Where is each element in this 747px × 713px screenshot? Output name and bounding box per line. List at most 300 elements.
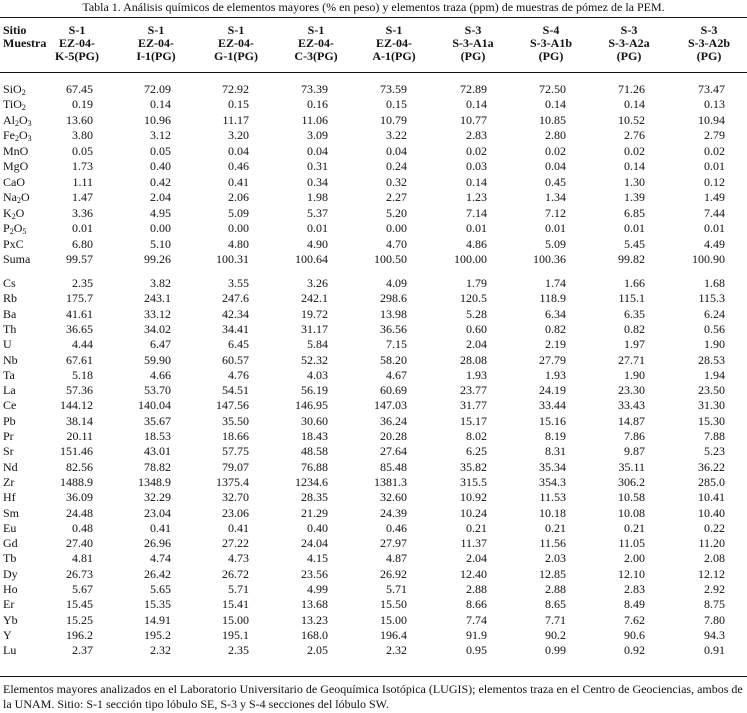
- element-label-text: Pr: [3, 429, 14, 443]
- element-label-text: Nb: [3, 352, 18, 367]
- value-cell: 4.15: [307, 551, 328, 566]
- value-cell: 285.0: [698, 474, 725, 489]
- value-cell: 196.4: [380, 627, 407, 642]
- column-header-line: S-1: [147, 23, 165, 37]
- value-cell: 18.43: [301, 429, 328, 443]
- table-row: [0, 581, 747, 597]
- value-cell: 8.02: [466, 429, 487, 443]
- value-cell: 15.50: [380, 597, 407, 612]
- element-label: [3, 367, 15, 383]
- value-cell: 0.01: [704, 221, 725, 236]
- value-cell: 2.88: [466, 582, 487, 596]
- value-cell: 0.02: [545, 143, 566, 158]
- element-label-text: MgO: [3, 159, 29, 174]
- value-cell: 0.21: [545, 520, 566, 535]
- value-cell: 10.40: [698, 505, 725, 520]
- value-cell: 10.94: [698, 112, 725, 127]
- value-cell: 315.5: [460, 474, 487, 489]
- value-cell: 7.44: [704, 205, 725, 220]
- element-subscript: 2: [9, 227, 14, 237]
- value-cell: 73.39: [301, 82, 328, 96]
- element-label-text: O: [15, 205, 25, 220]
- value-cell: 1.34: [545, 190, 566, 205]
- value-cell: 0.03: [466, 159, 487, 174]
- column-header-line: A-1(PG): [372, 49, 416, 63]
- value-cell: 0.21: [624, 520, 645, 535]
- value-cell: 99.82: [618, 251, 645, 266]
- value-cell: 11.56: [539, 536, 566, 551]
- element-label: [3, 352, 18, 368]
- value-cell: 36.65: [66, 321, 93, 336]
- table-row: [0, 127, 747, 143]
- value-cell: 42.34: [222, 306, 249, 321]
- value-cell: 23.06: [222, 505, 249, 520]
- element-label: [3, 220, 26, 236]
- value-cell: 306.2: [618, 474, 645, 489]
- value-cell: 43.01: [144, 444, 171, 459]
- value-cell: 8.31: [545, 444, 566, 459]
- value-cell: 28.35: [301, 490, 328, 505]
- value-cell: 31.30: [698, 398, 725, 413]
- table-row: [0, 459, 747, 475]
- element-label-text: Sm: [3, 505, 20, 520]
- value-cell: 34.02: [144, 321, 171, 336]
- value-cell: 1.93: [466, 367, 487, 382]
- element-label-text: Th: [3, 321, 17, 336]
- value-cell: 13.98: [380, 306, 407, 321]
- element-label-text: Ta: [3, 367, 15, 382]
- value-cell: 2.35: [228, 643, 249, 658]
- table-row: [0, 236, 747, 252]
- value-cell: 11.17: [222, 112, 249, 127]
- value-cell: 100.90: [692, 251, 725, 266]
- value-cell: 0.15: [386, 97, 407, 112]
- value-cell: 2.04: [466, 337, 487, 352]
- element-label: [3, 189, 30, 205]
- value-cell: 72.09: [144, 82, 171, 96]
- value-cell: 1.74: [545, 276, 566, 290]
- value-cell: 15.30: [698, 413, 725, 428]
- value-cell: 90.6: [624, 627, 645, 642]
- value-cell: 4.86: [466, 236, 487, 251]
- table-row: [0, 321, 747, 337]
- value-cell: 0.99: [545, 643, 566, 658]
- value-cell: 0.14: [466, 174, 487, 189]
- value-cell: 1.68: [704, 276, 725, 290]
- value-cell: 0.00: [386, 221, 407, 236]
- column-header-line: Muestra: [3, 36, 47, 50]
- value-cell: 3.22: [386, 128, 407, 143]
- value-cell: 91.9: [466, 627, 487, 642]
- value-cell: 85.48: [380, 459, 407, 474]
- value-cell: 21.29: [301, 505, 328, 520]
- value-cell: 20.11: [66, 429, 93, 443]
- element-label-text: Sr: [3, 444, 14, 459]
- value-cell: 7.88: [704, 429, 725, 443]
- value-cell: 10.58: [618, 490, 645, 505]
- element-subscript: 2: [15, 134, 19, 144]
- table-row: [0, 642, 747, 658]
- value-cell: 1.66: [624, 276, 645, 290]
- element-label: [3, 321, 16, 337]
- value-cell: 14.91: [144, 612, 171, 627]
- value-cell: 23.04: [144, 505, 171, 520]
- value-cell: 15.00: [380, 612, 407, 627]
- value-cell: 2.19: [545, 337, 566, 352]
- value-cell: 23.77: [460, 383, 487, 398]
- table-row: [0, 220, 747, 236]
- value-cell: 15.16: [539, 413, 566, 428]
- value-cell: 2.32: [386, 643, 407, 658]
- value-cell: 9.87: [624, 444, 645, 459]
- element-label-text: Cs: [3, 276, 16, 290]
- value-cell: 118.9: [539, 291, 566, 306]
- value-cell: 26.42: [144, 566, 171, 581]
- column-header-line: (PG): [616, 49, 642, 63]
- table-row: [0, 205, 747, 221]
- value-cell: 1.30: [624, 174, 645, 189]
- element-subscript: 3: [27, 118, 32, 128]
- value-cell: 0.02: [704, 143, 725, 158]
- element-label-text: SiO: [3, 82, 22, 96]
- column-header-line: (PG): [696, 49, 722, 63]
- element-label: [3, 205, 24, 221]
- value-cell: 0.16: [307, 97, 328, 112]
- table-footnote: Elementos mayores analizados en el Laboratorio Universitario de Geoquímica Isotópica (LUGIS); elementos traza en el Centro de Geociencias, ambos de la UNAM. Sitio: S-1 sección tipo lóbulo SE, S-3 y S-4 secciones del lóbulo SW.: [3, 682, 743, 711]
- element-label-text: Tb: [3, 551, 17, 566]
- value-cell: 10.08: [618, 505, 645, 520]
- value-cell: 1.11: [72, 174, 93, 189]
- value-cell: 79.07: [222, 459, 249, 474]
- value-cell: 56.19: [301, 383, 328, 398]
- value-cell: 11.37: [460, 536, 487, 551]
- element-label: [3, 81, 26, 97]
- value-cell: 0.14: [545, 97, 566, 112]
- value-cell: 1.94: [704, 367, 725, 382]
- table-row: [0, 443, 747, 459]
- value-cell: 4.81: [72, 551, 93, 566]
- value-cell: 94.3: [704, 627, 725, 642]
- value-cell: 115.1: [618, 291, 645, 306]
- column-header-line: Sitio: [3, 23, 27, 37]
- table-row: [0, 96, 747, 112]
- value-cell: 1.97: [624, 337, 645, 352]
- element-label-text: Yb: [3, 612, 18, 627]
- element-subscript: 3: [27, 134, 32, 144]
- value-cell: 5.71: [386, 582, 407, 596]
- value-cell: 5.23: [704, 444, 725, 459]
- table-row: [0, 612, 747, 628]
- value-cell: 4.09: [386, 276, 407, 290]
- element-label-text: Dy: [3, 566, 18, 581]
- column-header-line: S-1: [68, 23, 86, 37]
- value-cell: 6.47: [150, 337, 171, 352]
- value-cell: 35.50: [222, 413, 249, 428]
- table-row: [0, 382, 747, 398]
- element-label-text: Ba: [3, 306, 17, 321]
- value-cell: 23.56: [301, 566, 328, 581]
- column-header-line: S-3: [620, 23, 638, 37]
- value-cell: 24.04: [301, 536, 328, 551]
- value-cell: 2.06: [228, 190, 249, 205]
- value-cell: 10.41: [698, 490, 725, 505]
- value-cell: 1381.3: [374, 474, 407, 489]
- element-subscript: 2: [15, 118, 19, 128]
- table-row: [0, 336, 747, 352]
- value-cell: 147.56: [216, 398, 249, 413]
- value-cell: 12.12: [698, 566, 725, 581]
- value-cell: 35.82: [460, 459, 487, 474]
- value-cell: 195.2: [144, 627, 171, 642]
- value-cell: 13.60: [66, 112, 93, 127]
- value-cell: 73.59: [380, 82, 407, 96]
- value-cell: 0.02: [624, 143, 645, 158]
- value-cell: 27.97: [380, 536, 407, 551]
- value-cell: 48.58: [301, 444, 328, 459]
- element-label: [3, 174, 25, 190]
- value-cell: 146.95: [295, 398, 328, 413]
- value-cell: 18.53: [144, 429, 171, 443]
- value-cell: 53.70: [144, 383, 171, 398]
- value-cell: 0.46: [228, 159, 249, 174]
- value-cell: 298.6: [380, 291, 407, 306]
- value-cell: 0.13: [704, 97, 725, 112]
- column-header-line: EZ-04-: [376, 36, 412, 50]
- value-cell: 0.95: [466, 643, 487, 658]
- value-cell: 4.49: [704, 236, 725, 251]
- value-cell: 0.01: [307, 221, 328, 236]
- value-cell: 11.20: [698, 536, 725, 551]
- value-cell: 32.60: [380, 490, 407, 505]
- value-cell: 78.82: [144, 459, 171, 474]
- column-header-line: S-4: [542, 23, 560, 37]
- value-cell: 0.04: [307, 143, 328, 158]
- value-cell: 3.55: [228, 276, 249, 290]
- value-cell: 15.41: [222, 597, 249, 612]
- value-cell: 147.03: [374, 398, 407, 413]
- table-row: [0, 174, 747, 190]
- element-label-text: Ho: [3, 582, 18, 596]
- element-label: [3, 642, 16, 658]
- value-cell: 0.40: [150, 159, 171, 174]
- value-cell: 54.51: [222, 383, 249, 398]
- table-row: [0, 428, 747, 444]
- value-cell: 1375.4: [216, 474, 249, 489]
- value-cell: 5.84: [307, 337, 328, 352]
- value-cell: 59.90: [144, 352, 171, 367]
- value-cell: 120.5: [460, 291, 487, 306]
- value-cell: 0.01: [704, 159, 725, 174]
- value-cell: 72.92: [222, 82, 249, 96]
- column-header-line: I-1(PG): [136, 49, 176, 63]
- element-label: [3, 459, 18, 475]
- table-row: [0, 306, 747, 322]
- value-cell: 2.80: [545, 128, 566, 143]
- element-label: [3, 428, 14, 444]
- value-cell: 33.44: [539, 398, 566, 413]
- value-cell: 28.53: [698, 352, 725, 367]
- value-cell: 140.04: [138, 398, 171, 413]
- value-cell: 3.12: [150, 128, 171, 143]
- value-cell: 72.50: [539, 82, 566, 96]
- value-cell: 10.92: [460, 490, 487, 505]
- value-cell: 6.35: [624, 306, 645, 321]
- element-subscript: 2: [11, 211, 16, 221]
- element-label-text: Er: [3, 597, 15, 612]
- value-cell: 76.88: [301, 459, 328, 474]
- element-label: [3, 290, 17, 306]
- element-label: [3, 158, 28, 174]
- value-cell: 2.03: [545, 551, 566, 566]
- table-row: [0, 596, 747, 612]
- table-row: [0, 143, 747, 159]
- value-cell: 36.09: [66, 490, 93, 505]
- value-cell: 15.00: [222, 612, 249, 627]
- value-cell: 0.01: [545, 221, 566, 236]
- value-cell: 10.77: [460, 112, 487, 127]
- value-cell: 20.28: [380, 429, 407, 443]
- value-cell: 35.11: [618, 459, 645, 474]
- element-label-text: Nd: [3, 459, 18, 474]
- value-cell: 99.26: [144, 251, 171, 266]
- value-cell: 14.87: [618, 413, 645, 428]
- value-cell: 5.45: [624, 236, 645, 251]
- value-cell: 2.92: [704, 582, 725, 596]
- value-cell: 1.98: [307, 190, 328, 205]
- table-row: [0, 352, 747, 368]
- table-row: [0, 474, 747, 490]
- value-cell: 36.56: [380, 321, 407, 336]
- value-cell: 4.74: [150, 551, 171, 566]
- value-cell: 5.37: [307, 205, 328, 220]
- value-cell: 2.35: [72, 276, 93, 290]
- value-cell: 32.70: [222, 490, 249, 505]
- value-cell: 4.73: [228, 551, 249, 566]
- value-cell: 24.19: [539, 383, 566, 398]
- value-cell: 2.83: [624, 582, 645, 596]
- element-subscript: 2: [17, 196, 21, 206]
- value-cell: 57.36: [66, 383, 93, 398]
- element-label: [3, 127, 32, 143]
- value-cell: 1.23: [466, 190, 487, 205]
- value-cell: 36.22: [698, 459, 725, 474]
- element-label-text: Al: [3, 112, 15, 127]
- element-label: [3, 612, 18, 628]
- value-cell: 5.18: [72, 367, 93, 382]
- value-cell: 15.25: [66, 612, 93, 627]
- value-cell: 58.20: [380, 352, 407, 367]
- value-cell: 5.20: [386, 205, 407, 220]
- table-row: [0, 489, 747, 505]
- value-cell: 82.56: [66, 459, 93, 474]
- value-cell: 41.61: [66, 306, 93, 321]
- value-cell: 0.00: [150, 221, 171, 236]
- column-header-line: C-3(PG): [294, 49, 338, 63]
- value-cell: 18.66: [222, 429, 249, 443]
- column-header-line: G-1(PG): [214, 49, 258, 63]
- value-cell: 0.82: [545, 321, 566, 336]
- value-cell: 0.24: [386, 159, 407, 174]
- table-row: [0, 520, 747, 536]
- value-cell: 2.79: [704, 128, 725, 143]
- value-cell: 100.31: [216, 251, 249, 266]
- value-cell: 195.1: [222, 627, 249, 642]
- value-cell: 67.61: [66, 352, 93, 367]
- value-cell: 5.65: [150, 582, 171, 596]
- element-label-text: O: [21, 190, 30, 205]
- value-cell: 33.12: [144, 306, 171, 321]
- value-cell: 3.09: [307, 128, 328, 143]
- table-row: [0, 189, 747, 205]
- value-cell: 26.73: [66, 566, 93, 581]
- value-cell: 144.12: [60, 398, 93, 413]
- value-cell: 0.91: [704, 643, 725, 658]
- column-header-line: EZ-04-: [298, 36, 334, 50]
- element-label: [3, 236, 24, 252]
- table-row: [0, 290, 747, 306]
- element-label: [3, 520, 16, 536]
- value-cell: 100.36: [533, 251, 566, 266]
- value-cell: 0.15: [228, 97, 249, 112]
- value-cell: 2.27: [386, 190, 407, 205]
- value-cell: 2.83: [466, 128, 487, 143]
- value-cell: 0.41: [228, 174, 249, 189]
- element-label: [3, 489, 16, 505]
- element-label-text: Gd: [3, 536, 18, 551]
- value-cell: 7.14: [466, 205, 487, 220]
- value-cell: 11.06: [301, 112, 328, 127]
- element-label-text: Ce: [3, 398, 17, 413]
- value-cell: 8.75: [704, 597, 725, 612]
- element-label: [3, 251, 30, 267]
- value-cell: 5.09: [228, 205, 249, 220]
- element-label-text: PxC: [3, 236, 24, 251]
- element-label-text: Suma: [3, 251, 31, 266]
- element-label-text: P: [3, 221, 10, 236]
- element-label-text: La: [3, 383, 16, 398]
- value-cell: 2.76: [624, 128, 645, 143]
- value-cell: 1.90: [704, 337, 725, 352]
- value-cell: 7.74: [466, 612, 487, 627]
- element-label-text: Zr: [3, 474, 15, 489]
- value-cell: 52.32: [301, 352, 328, 367]
- table-row: [0, 367, 747, 383]
- element-label-text: Lu: [3, 643, 17, 658]
- column-header-line: (PG): [460, 49, 486, 63]
- element-label: [3, 413, 16, 429]
- value-cell: 7.15: [386, 337, 407, 352]
- value-cell: 0.01: [466, 221, 487, 236]
- value-cell: 12.40: [460, 566, 487, 581]
- value-cell: 23.50: [698, 383, 725, 398]
- value-cell: 0.56: [704, 321, 725, 336]
- column-header-line: (PG): [538, 49, 564, 63]
- value-cell: 5.09: [545, 236, 566, 251]
- value-cell: 3.80: [72, 128, 93, 143]
- value-cell: 73.47: [698, 82, 725, 96]
- value-cell: 3.20: [228, 128, 249, 143]
- column-header-line: EZ-04-: [138, 36, 174, 50]
- value-cell: 243.1: [144, 291, 171, 306]
- value-cell: 0.41: [150, 520, 171, 535]
- value-cell: 72.89: [460, 82, 487, 96]
- table-row: [0, 627, 747, 643]
- element-label: [3, 382, 16, 398]
- value-cell: 4.70: [386, 236, 407, 251]
- element-subscript: 2: [21, 103, 26, 113]
- element-label: [3, 397, 16, 413]
- value-cell: 0.34: [307, 174, 328, 189]
